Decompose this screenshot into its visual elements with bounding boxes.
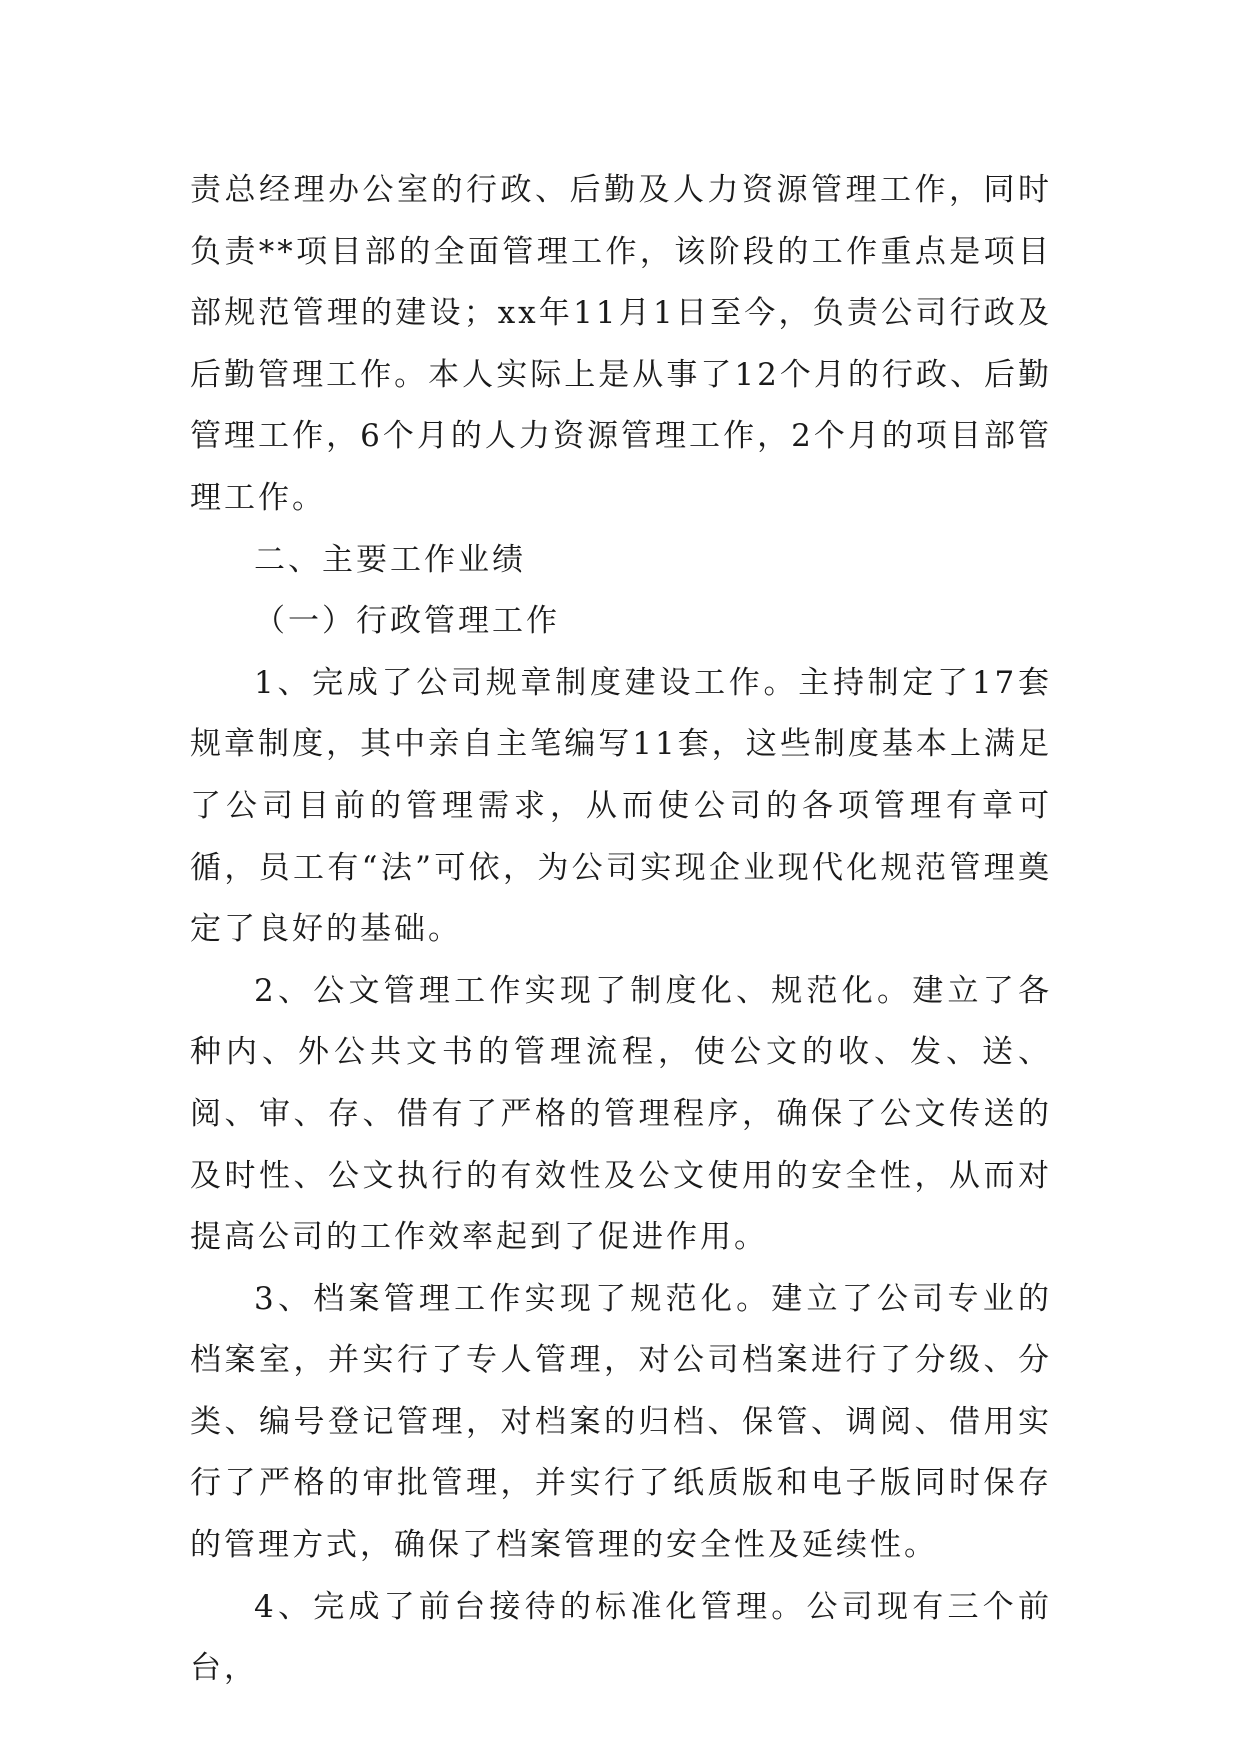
list-item: 1、完成了公司规章制度建设工作。主持制定了17套规章制度，其中亲自主笔编写11套，这些制度基本上满足了公司目前的管理需求，从而使公司的各项管理有章可循，员工有“法”可依，为公司实现企业现代化规范管理奠定了良好的基础。 (190, 664, 1052, 948)
list-item: 3、档案管理工作实现了规范化。建立了公司专业的档案室，并实行了专人管理，对公司档案进行了分级、分类、编号登记管理，对档案的归档、保管、调阅、借用实行了严格的审批管理，并实行了纸质版和电子版同时保存的管理方式，确保了档案管理的安全性及延续性。 (190, 1280, 1052, 1564)
intro-paragraph: 责总经理办公室的行政、后勤及人力资源管理工作，同时负责**项目部的全面管理工作，该阶段的工作重点是项目部规范管理的建设；xx年11月1日至今，负责公司行政及后勤管理工作。本人实际上是从事了12个月的行政、后勤管理工作，6个月的人力资源管理工作，2个月的项目部管理工作。 (190, 172, 1052, 516)
document-body (190, 160, 1052, 1700)
section-heading: 二、主要工作业绩 (254, 541, 526, 578)
subsection-heading: （一）行政管理工作 (254, 603, 560, 640)
list-item: 4、完成了前台接待的标准化管理。公司现有三个前台， (190, 1588, 1052, 1687)
list-item: 2、公文管理工作实现了制度化、规范化。建立了各种内、外公共文书的管理流程，使公文的收、发、送、阅、审、存、借有了严格的管理程序，确保了公文传送的及时性、公文执行的有效性及公文使用的安全性，从而对提高公司的工作效率起到了促进作用。 (190, 972, 1052, 1256)
